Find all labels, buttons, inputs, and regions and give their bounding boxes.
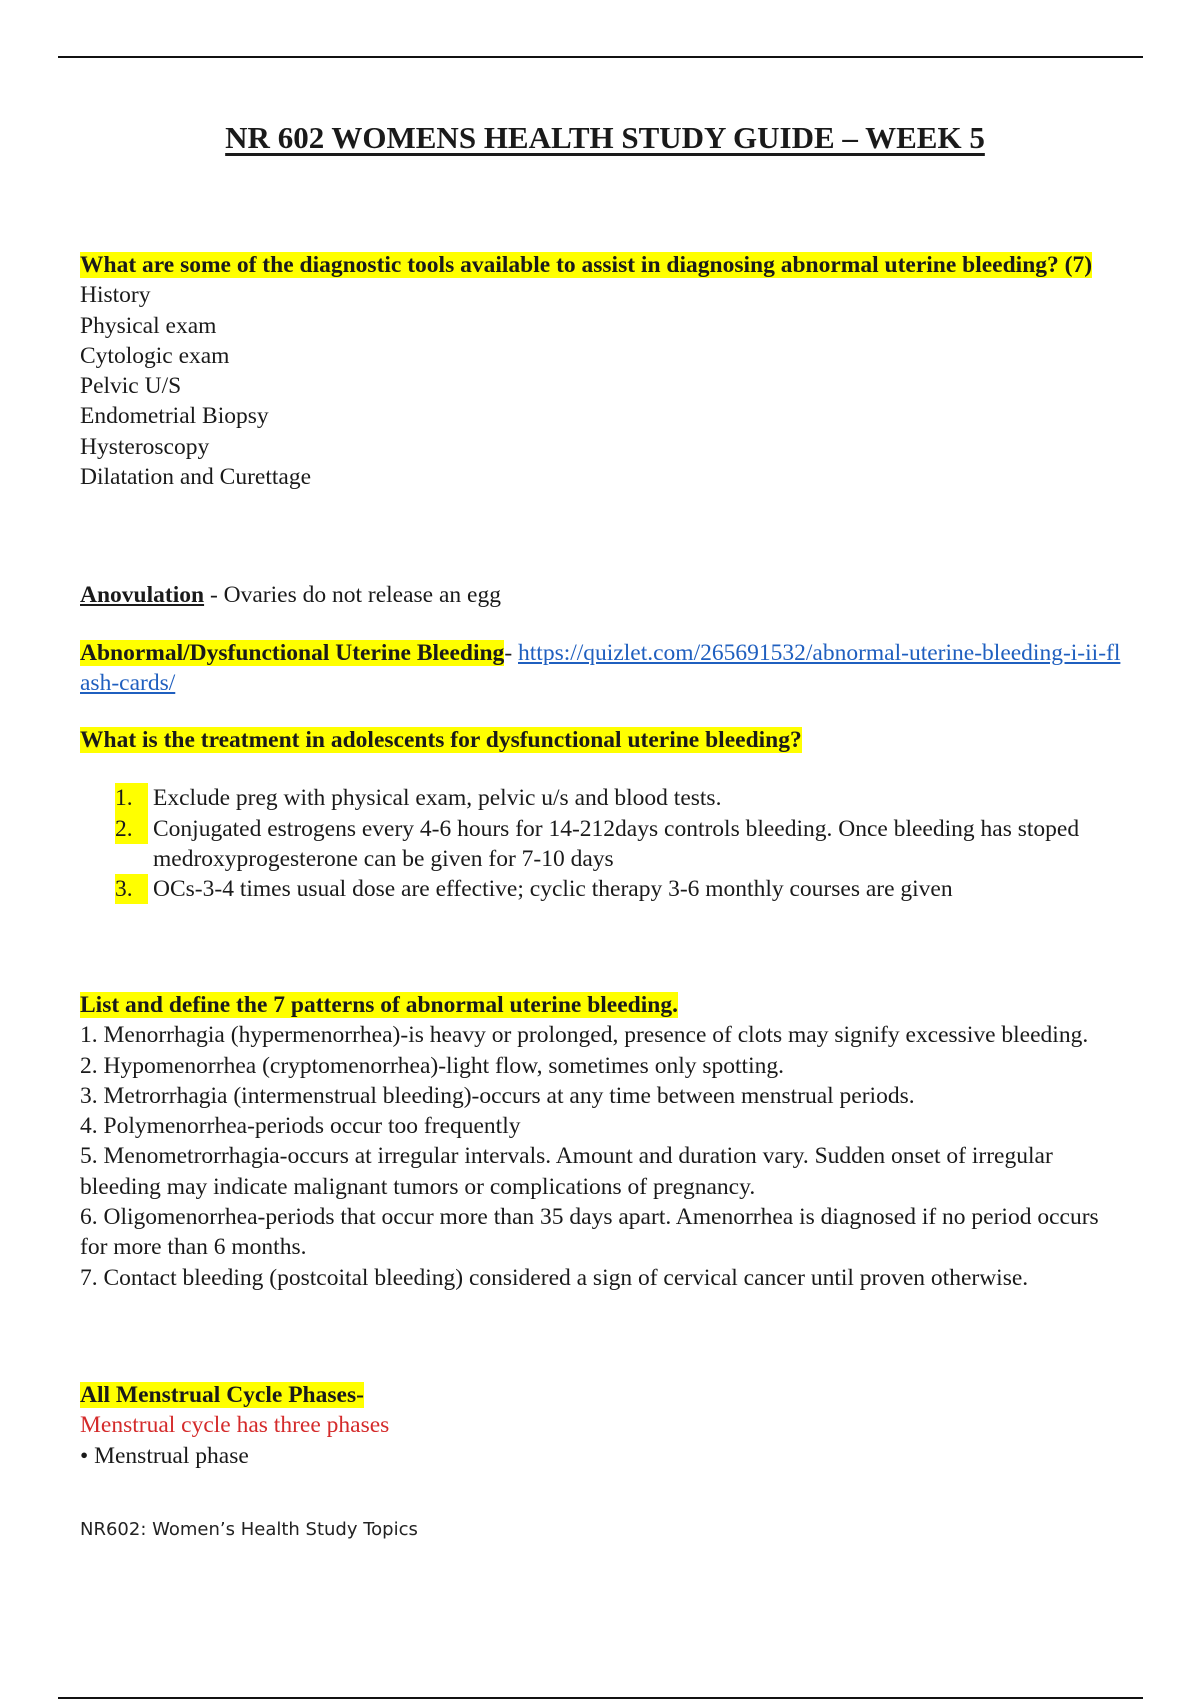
- list-item: 6. Oligomenorrhea-periods that occur more than 35 days apart. Amenorrhea is diagnosed if no period occurs for more than 6 months.: [80, 1204, 1099, 1261]
- diagnostic-section: [80, 250, 1130, 492]
- patterns-question-text: List and define the 7 patterns of abnormal uterine bleeding.: [80, 992, 678, 1018]
- list-item: Endometrial Biopsy: [80, 403, 269, 430]
- list-item: Hysteroscopy: [80, 433, 210, 460]
- cycle-heading: [80, 1380, 1130, 1410]
- aub-separator: -: [504, 640, 519, 666]
- list-number: 2.: [115, 814, 148, 844]
- cycle-heading-text: All Menstrual Cycle Phases-: [80, 1382, 364, 1408]
- page-title: NR 602 WOMENS HEALTH STUDY GUIDE – WEEK 5: [225, 120, 985, 155]
- quizlet-link[interactable]: https://quizlet.com/265691532/abnormal-uterine-bleeding-i-ii-flash-cards/: [80, 640, 1121, 697]
- bottom-rule: [58, 1697, 1143, 1699]
- list-item: [80, 814, 1130, 875]
- list-item: 7. Contact bleeding (postcoital bleeding) considered a sign of cervical cancer until proven otherwise.: [80, 1264, 1029, 1291]
- patterns-section: [80, 990, 1130, 1293]
- list-item: 3. Metrorrhagia (intermenstrual bleeding)-occurs at any time between menstrual periods.: [80, 1082, 915, 1109]
- list-text: Conjugated estrogens every 4-6 hours for 14-212days controls bleeding. Once bleeding has stoped medroxyprogesterone can be given for 7-10 days: [153, 815, 1080, 872]
- treatment-question-text: What is the treatment in adolescents for dysfunctional uterine bleeding?: [80, 727, 802, 753]
- treatment-question: [80, 725, 1130, 755]
- diagnostic-question: [80, 250, 1130, 280]
- anovulation-definition: - Ovaries do not release an egg: [204, 582, 501, 608]
- list-text: OCs-3-4 times usual dose are effective; cyclic therapy 3-6 monthly courses are given: [153, 876, 953, 903]
- cycle-bullet: • Menstrual phase: [80, 1442, 249, 1469]
- list-item: 5. Menometrorrhagia-occurs at irregular intervals. Amount and duration vary. Sudden onset of irregular bleeding may indicate malignant tumors or complications of pregnancy.: [80, 1143, 1053, 1200]
- page-footer: NR602: Women’s Health Study Topics: [80, 1519, 418, 1540]
- cycle-section: [80, 1380, 1130, 1471]
- anovulation-term: Anovulation: [80, 582, 205, 608]
- list-item: Physical exam: [80, 312, 217, 339]
- list-item: [80, 874, 1130, 904]
- list-text: Exclude preg with physical exam, pelvic u/s and blood tests.: [153, 785, 722, 812]
- list-item: 1. Menorrhagia (hypermenorrhea)-is heavy or prolonged, presence of clots may signify excessive bleeding.: [80, 1022, 1089, 1049]
- diagnostic-question-text: What are some of the diagnostic tools available to assist in diagnosing abnormal uterine bleeding? (7): [80, 252, 1093, 278]
- aub-section: [80, 638, 1130, 699]
- list-item: 4. Polymenorrhea-periods occur too frequently: [80, 1113, 521, 1140]
- list-item: Dilatation and Curettage: [80, 464, 312, 491]
- diagnostic-list: [80, 280, 1130, 492]
- treatment-list: [80, 783, 1130, 904]
- list-number: 1.: [115, 783, 148, 813]
- page-title-wrap: [80, 118, 1130, 158]
- treatment-section: [80, 725, 1130, 904]
- list-number: 3.: [115, 874, 148, 904]
- top-rule: [58, 56, 1143, 58]
- list-item: 2. Hypomenorrhea (cryptomenorrhea)-light flow, sometimes only spotting.: [80, 1052, 784, 1079]
- patterns-question: [80, 990, 1130, 1020]
- list-item: Cytologic exam: [80, 342, 230, 369]
- cycle-note: Menstrual cycle has three phases: [80, 1412, 390, 1439]
- anovulation-section: [80, 580, 1130, 610]
- patterns-list: [80, 1020, 1130, 1293]
- aub-heading: Abnormal/Dysfunctional Uterine Bleeding: [80, 640, 505, 666]
- list-item: [80, 783, 1130, 813]
- list-item: History: [80, 282, 151, 309]
- list-item: Pelvic U/S: [80, 373, 182, 400]
